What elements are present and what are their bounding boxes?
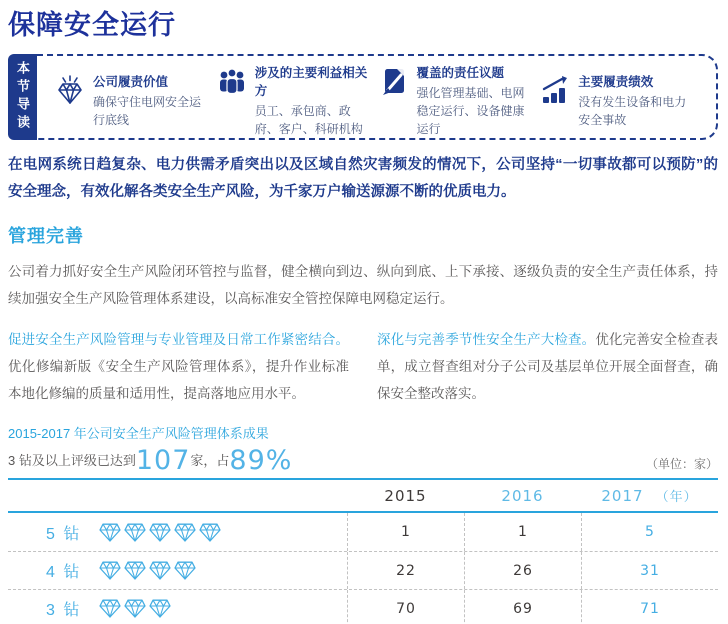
diamond-icon (124, 599, 146, 618)
diamond-icon (199, 523, 221, 542)
stat-prefix: 3 钻及以上评级已达到 (8, 453, 136, 468)
diamond-icon (124, 523, 146, 542)
row-label: 3 钻 (46, 602, 82, 619)
table-header-row (8, 480, 718, 513)
table-row (8, 513, 718, 551)
row-label: 4 钻 (46, 564, 82, 581)
column-left-text: 优化修编新版《安全生产风险管理体系》，提升作业标准本地化修编的质量和适用性，提高落地应用水平。 (8, 359, 349, 401)
column-right-text: 优化完善安全检查表单，成立督查组对分子公司及基层单位开展全面督查，确保安全整改落实。 (377, 332, 719, 401)
guide-item-title: 公司履责价值 (93, 75, 169, 90)
cell-2017: 71 (581, 590, 718, 624)
guide-item-stakeholders (217, 64, 379, 138)
guide-item-topics (379, 64, 541, 138)
section-guide-tab-label: 本节导读 (15, 61, 30, 133)
column-left-lead: 促进安全生产风险管理与专业管理及日常工作紧密结合。 (8, 332, 349, 347)
cell-2017: 5 (581, 513, 718, 551)
intro-paragraph: 在电网系统日趋复杂、电力供需矛盾突出以及区域自然灾害频发的情况下，公司坚持“一切事故都可以预防”的安全理念，有效化解各类安全生产风险，为千家万户输送源源不断的优质电力。 (8, 157, 718, 200)
guide-item-title: 覆盖的责任议题 (416, 66, 505, 81)
diamond-icon (149, 561, 171, 580)
section-heading: 管理完善 (8, 226, 84, 246)
guide-item-desc: 确保守住电网安全运行底线 (93, 95, 202, 128)
gem-icon (55, 75, 85, 107)
diamond-icon (174, 561, 196, 580)
section-guide-tab (8, 54, 37, 140)
column-right (377, 326, 718, 407)
cell-2016: 1 (464, 513, 581, 551)
stat-value-percent: 89% (229, 445, 293, 476)
diamond-rating (99, 599, 171, 618)
row-label-cell (8, 597, 347, 620)
table-header-2017-label: 2017 (601, 486, 644, 505)
pen-note-icon (379, 66, 409, 98)
cell-2017: 31 (581, 552, 718, 589)
row-label-cell (8, 521, 347, 544)
cell-2015: 22 (347, 552, 464, 589)
diamond-icon (149, 523, 171, 542)
growth-chart-icon (540, 75, 570, 107)
cell-2015: 70 (347, 590, 464, 624)
column-right-lead: 深化与完善季节性安全生产大检查。 (377, 332, 596, 347)
section-guide-box (37, 54, 718, 140)
unit-note: （单位：家） (645, 457, 718, 471)
section-guide (8, 54, 718, 140)
two-column-text (8, 326, 718, 407)
diamond-icon (174, 523, 196, 542)
stat-middle: 家，占 (190, 453, 230, 468)
table-header-2015: 2015 (384, 486, 427, 505)
risk-rating-table (8, 478, 718, 624)
column-left (8, 326, 349, 407)
cell-2015: 1 (347, 513, 464, 551)
diamond-icon (149, 599, 171, 618)
table-header-2017 (581, 486, 718, 505)
guide-item-desc: 强化管理基础、电网稳定运行、设备健康运行 (416, 86, 525, 137)
guide-item-desc: 员工、承包商、政府、客户、科研机构 (254, 104, 363, 137)
guide-item-desc: 没有发生设备和电力安全事故 (578, 95, 687, 128)
table-header-year-unit: （年） (655, 490, 698, 505)
cell-2016: 69 (464, 590, 581, 624)
achievement-title: 2015-2017 年公司安全生产风险管理体系成果 (8, 426, 269, 441)
page-title: 保障安全运行 (8, 10, 176, 40)
stakeholders-icon (217, 66, 247, 98)
diamond-icon (99, 599, 121, 618)
row-label: 5 钻 (46, 525, 82, 543)
table-row (8, 551, 718, 589)
diamond-rating (99, 561, 196, 580)
guide-item-performance (540, 73, 702, 129)
diamond-icon (124, 561, 146, 580)
achievement-stats (8, 446, 718, 476)
guide-item-title: 主要履责绩效 (578, 75, 654, 90)
diamond-rating (99, 523, 221, 542)
table-row (8, 589, 718, 624)
table-header-2016: 2016 (501, 486, 544, 505)
row-label-cell (8, 559, 347, 582)
cell-2016: 26 (464, 552, 581, 589)
diamond-icon (99, 561, 121, 580)
stat-value-count: 107 (135, 445, 191, 476)
diamond-icon (99, 523, 121, 542)
section-paragraph: 公司着力抓好安全生产风险闭环管控与监督，健全横向到边、纵向到底、上下承接、逐级负责的安全生产责任体系，持续加强安全生产风险管理体系建设，以高标准安全管控保障电网稳定运行。 (8, 264, 718, 306)
guide-item-title: 涉及的主要利益相关方 (254, 66, 368, 99)
guide-item-value (55, 73, 217, 129)
